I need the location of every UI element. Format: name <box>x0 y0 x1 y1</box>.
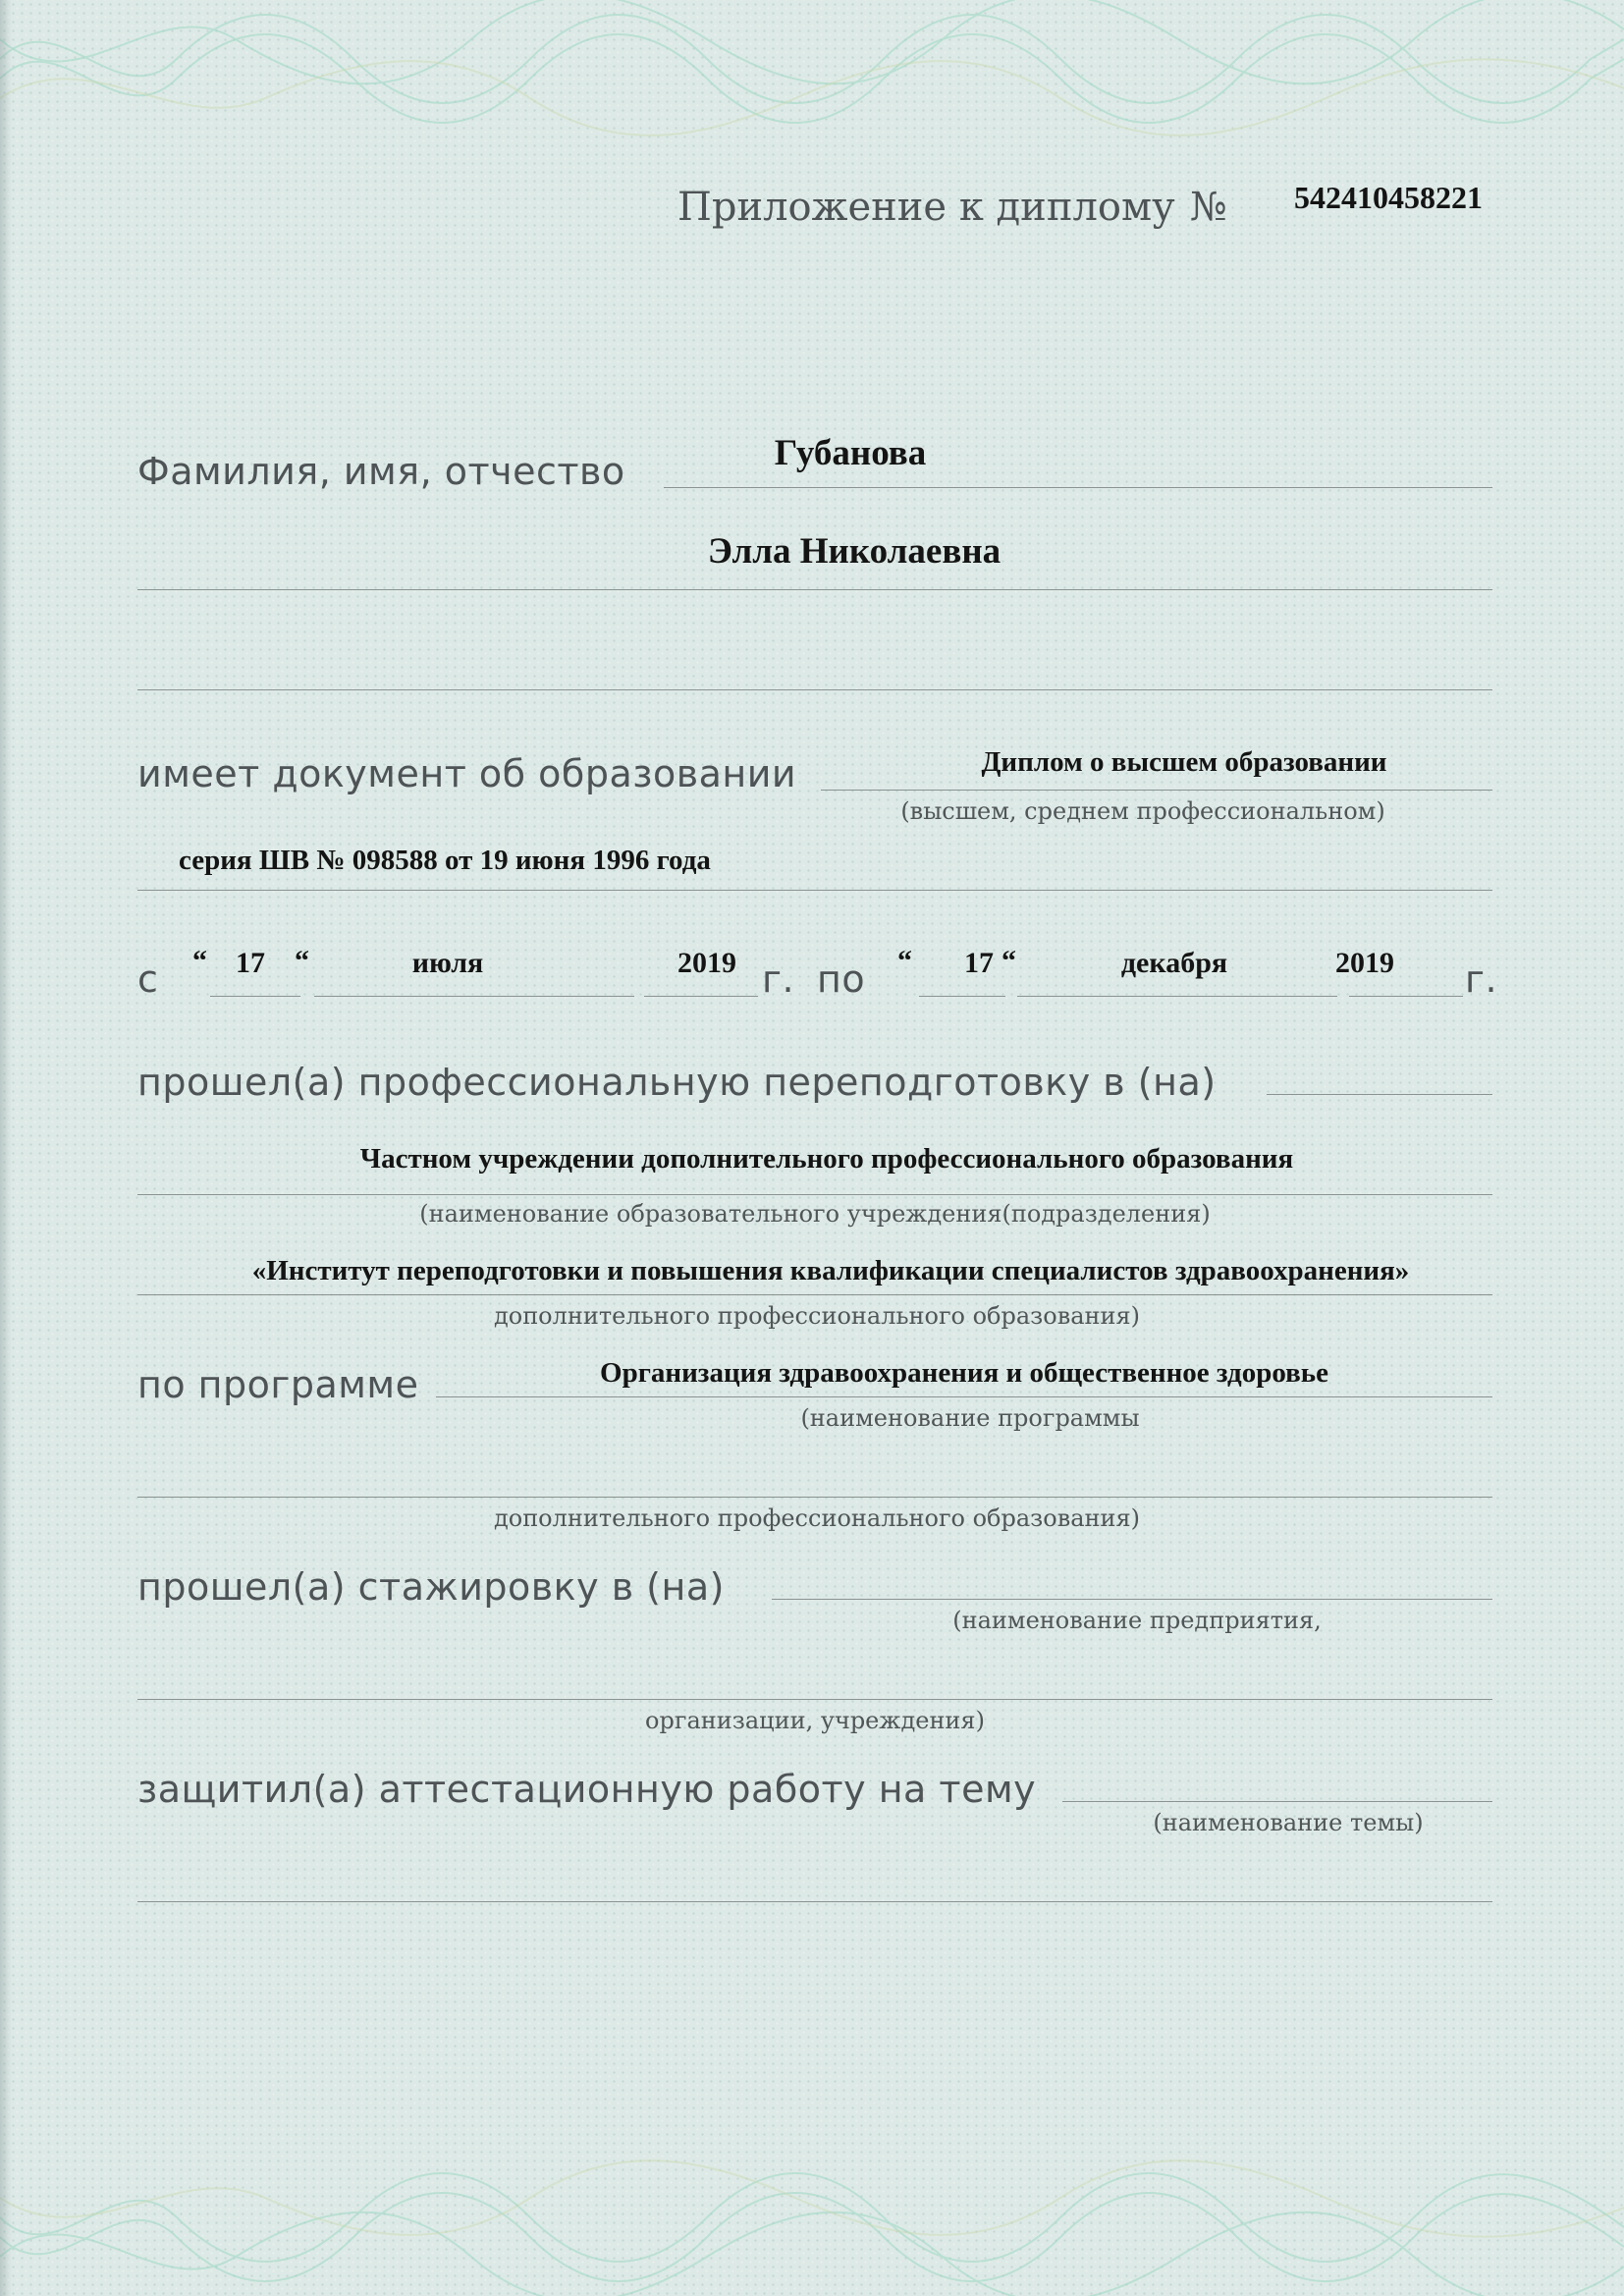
internship-rule <box>772 1599 1492 1600</box>
number-sign: № <box>1190 185 1227 230</box>
institution-line-1-rule <box>137 1194 1492 1195</box>
internship-hint: (наименование предприятия, <box>952 1607 1322 1634</box>
from-day-value: 17 <box>236 947 265 979</box>
bottom-guilloche-ornament <box>0 2149 1624 2296</box>
to-month-rule <box>1017 996 1337 997</box>
to-year-rule <box>1349 996 1463 997</box>
internship-extra-rule <box>137 1699 1492 1700</box>
to-day-close-quote: “ <box>1001 945 1016 977</box>
to-day-open-quote: “ <box>897 945 912 977</box>
education-document-value: Диплом о высшем образовании <box>981 746 1387 778</box>
institution-hint-2: дополнительного профессионального образования) <box>493 1302 1141 1330</box>
diploma-number: 542410458221 <box>1294 180 1483 215</box>
name-extra-rule <box>137 689 1492 690</box>
internship-label: прошел(а) стажировку в (на) <box>137 1565 725 1609</box>
full-name-label: Фамилия, имя, отчество <box>137 450 625 493</box>
to-year-value: 2019 <box>1335 947 1394 979</box>
institution-line-1: Частном учреждении дополнительного профессионального образования <box>359 1143 1294 1175</box>
to-month-value: декабря <box>1120 947 1228 979</box>
supplement-title: Приложение к диплому <box>677 185 1175 230</box>
institution-hint: (наименование образовательного учреждения(подразделения) <box>419 1200 1211 1228</box>
education-document-series: серия ШВ № 098588 от 19 июня 1996 года <box>179 845 711 876</box>
institution-line-2: «Институт переподготовки и повышения квалификации специалистов здравоохранения» <box>251 1255 1410 1286</box>
education-document-label: имеет документ об образовании <box>137 752 797 795</box>
thesis-label: защитил(а) аттестационную работу на тему <box>137 1768 1037 1811</box>
series-rule <box>137 890 1492 891</box>
program-label: по программе <box>137 1363 419 1406</box>
given-names-value: Элла Николаевна <box>707 531 1001 572</box>
retraining-rule <box>1267 1094 1492 1095</box>
from-day-open-quote: “ <box>192 945 207 977</box>
from-year-value: 2019 <box>677 947 736 979</box>
given-names-rule <box>137 589 1492 590</box>
from-prefix: с <box>137 957 159 1001</box>
internship-hint-2: организации, учреждения) <box>645 1707 985 1734</box>
program-hint-2: дополнительного профессионального образования) <box>493 1504 1141 1532</box>
program-value: Организация здравоохранения и общественное здоровье <box>600 1357 1328 1389</box>
to-day-value: 17 <box>964 947 994 979</box>
program-extra-rule <box>137 1497 1492 1498</box>
from-day-rule <box>210 996 300 997</box>
top-guilloche-ornament <box>0 0 1624 147</box>
from-month-rule <box>314 996 634 997</box>
from-year-suffix: г. <box>762 957 795 1001</box>
from-year-rule <box>644 996 758 997</box>
retraining-label: прошел(а) профессиональную переподготовку в (на) <box>137 1061 1217 1104</box>
from-month-value: июля <box>411 947 484 979</box>
to-year-suffix: г. <box>1465 957 1498 1001</box>
to-day-rule <box>919 996 1005 997</box>
thesis-rule <box>1062 1801 1492 1802</box>
surname-rule <box>664 487 1492 488</box>
program-hint: (наименование программы <box>800 1404 1140 1432</box>
thesis-hint: (наименование темы) <box>1153 1809 1424 1836</box>
to-prefix: по <box>817 957 866 1001</box>
page-edge-shadow <box>0 0 12 2296</box>
thesis-extra-rule <box>137 1901 1492 1902</box>
surname-value: Губанова <box>774 433 927 473</box>
program-rule <box>436 1396 1492 1397</box>
from-day-close-quote: “ <box>295 945 309 977</box>
education-document-hint: (высшем, среднем профессиональном) <box>900 797 1385 825</box>
institution-line-2-rule <box>137 1294 1492 1295</box>
education-document-rule <box>821 790 1492 791</box>
